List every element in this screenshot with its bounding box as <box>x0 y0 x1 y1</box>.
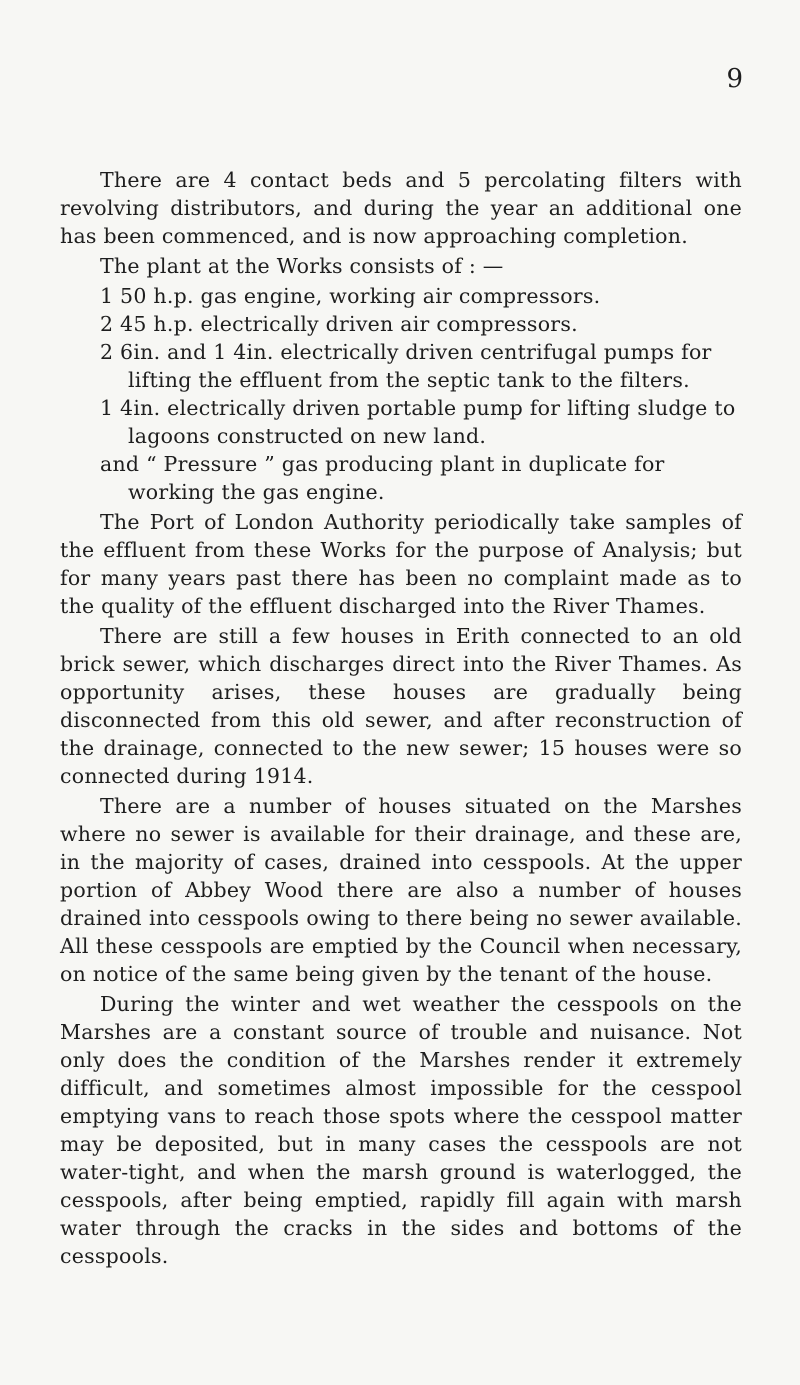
plant-list-item: 1 4in. electrically driven portable pump for lifting sludge to lagoons constructed on new land. <box>100 396 736 448</box>
page-body <box>60 166 742 1270</box>
paragraph-port-authority: The Port of London Authority periodically take samples of the effluent from these Works for the purpose of Analysis; but for many years past there has been no complaint made as to the quality of the effluent discharged into the River Thames. <box>60 510 742 618</box>
plant-list-item: and “ Pressure ” gas producing plant in duplicate for working the gas engine. <box>100 452 665 504</box>
plant-list-item: 2 6in. and 1 4in. electrically driven centrifugal pumps for lifting the effluent from the septic tank to the filters. <box>100 340 712 392</box>
plant-list <box>60 282 742 506</box>
page-number: 9 <box>726 64 743 94</box>
paragraph-winter-nuisance: During the winter and wet weather the cesspools on the Marshes are a constant source of trouble and nuisance. Not only does the condition of the Marshes render it extremely difficult, and sometimes almost impossible for the cesspool emptying vans to reach those spots where the cesspool matter may be deposited, but in many cases the cesspools are not water-tight, and when the marsh ground is waterlogged, the cesspools, after being emptied, rapidly fill again with marsh water through the cracks in the sides and bottoms of the cesspools. <box>60 992 742 1268</box>
paragraph-filters: There are 4 contact beds and 5 percolating filters with revolving distributors, and during the year an additional one has been commenced, and is now approaching completion. <box>60 168 742 248</box>
plant-list-item: 1 50 h.p. gas engine, working air compressors. <box>100 284 601 308</box>
paragraph-plant-intro: The plant at the Works consists of : — <box>100 254 504 278</box>
paragraph-old-sewer: There are still a few houses in Erith connected to an old brick sewer, which discharges direct into the River Thames. As opportunity arises, these houses are gradually being disconnected from this old sewer, and after reconstruction of the drainage, connected to the new sewer; 15 houses were so connected during 1914. <box>60 624 742 788</box>
paragraph-marsh-cesspools: There are a number of houses situated on the Marshes where no sewer is available for their drainage, and these are, in the majority of cases, drained into cesspools. At the upper portion of Abbey Wood there are also a number of houses drained into cesspools owing to there being no sewer available. All these cesspools are emptied by the Council when necessary, on notice of the same being given by the tenant of the house. <box>60 794 742 986</box>
plant-list-item: 2 45 h.p. electrically driven air compressors. <box>100 312 578 336</box>
